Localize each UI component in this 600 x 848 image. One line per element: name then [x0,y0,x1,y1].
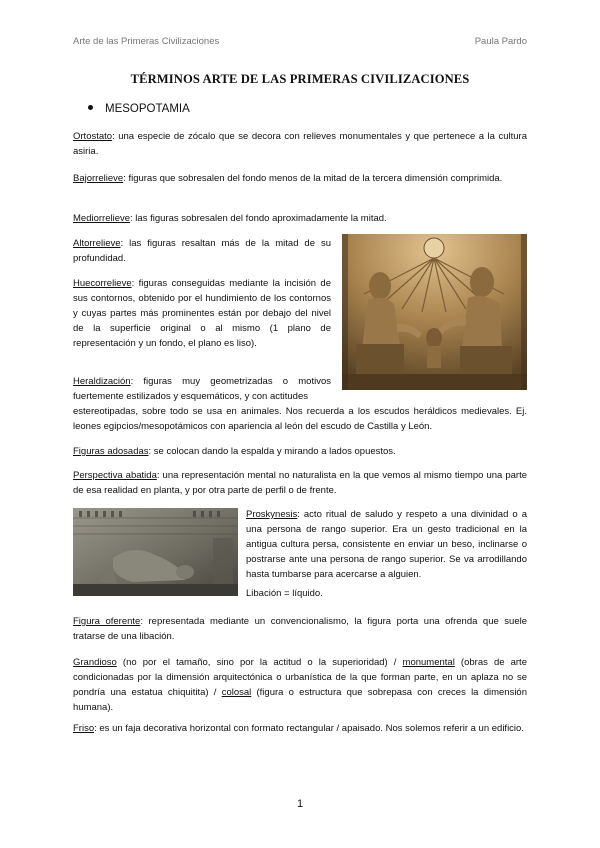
egyptian-relief-image [342,234,527,390]
term-proskynesis [246,507,527,582]
term-label: Perspectiva abatida [73,470,157,481]
term-label: Altorrelieve [73,238,121,249]
libacion-note: Libación = líquido. [246,588,323,599]
page-number: 1 [296,798,304,810]
term-heraldizacion-cont: estereotipadas, sobre todo se usa en animales. Nos recuerda a los escudos heráldicos medievales. Ej. leones egipcios/mesopotámicos con apariencia al león del escudo de Castilla y León. [73,406,527,432]
term-label: monumental [402,657,455,668]
term-mediorrelieve [73,211,527,226]
term-text: (figura o estructura que sobrepasa con creces la dimensión humana). [73,687,527,713]
term-bajorrelieve [73,171,527,186]
term-label: Grandioso [73,657,117,668]
proskynesis-relief-image [73,508,238,596]
term-friso [73,721,527,736]
term-label: Proskynesis [246,509,298,520]
term-heraldizacion [73,374,331,404]
term-altorrelieve [73,236,331,266]
term-definition: : figuras que sobresalen del fondo menos de la mitad de la tercera dimensión comprimida. [123,173,503,184]
term-figuras-adosadas [73,444,527,459]
term-label: Ortostato [73,131,113,142]
term-definition: : las figuras sobresalen del fondo aproximadamente la mitad. [130,213,387,224]
term-label: Figura oferente [73,616,141,627]
term-definition: : las figuras resaltan más de la mitad de su profundidad. [73,238,331,264]
term-definition: : figuras muy geometrizadas o motivos fuertemente estilizados y esquemáticos, y con actitudes [73,376,331,402]
term-label: Bajorrelieve [73,173,124,184]
term-label: Figuras adosadas [73,446,149,457]
term-text: (obras de arte condicionadas por la dimensión arquitectónica o urbanística de la que forman parte, en un aplaza no se pondría una estatua chiquitita) / [73,657,527,698]
term-label: Mediorrelieve [73,213,131,224]
term-label: Huecorrelieve [73,278,132,289]
term-definition: : representada mediante un convencionalismo, la figura porta una ofrenda que suele tratarse de una libación. [73,616,527,642]
term-definition: : acto ritual de saludo y respeto a una divinidad o a una persona de rango superior. Era un gesto tradicional en la antigua cultura persa, consistente en enviar un beso, inclinarse o postrarse ante una persona de rango superior. Se va arrodillando hasta tumbarse para acercarse a alguien. [246,509,527,580]
term-definition: : una especie de zócalo que se decora con relieves monumentales y que pertenece a la cultura asiria. [73,131,527,157]
term-definition: : es un faja decorativa horizontal con formato rectangular / apaisado. Nos solemos referir a un edificio. [94,723,524,734]
term-ortostato [73,129,527,159]
term-perspectiva-abatida [73,468,527,498]
term-text: (no por el tamaño, sino por la actitud o la superioridad) / [116,657,403,668]
term-label: Friso [73,723,95,734]
section-label: MESOPOTAMIA [105,103,190,115]
term-figura-oferente [73,614,527,644]
term-label: colosal [221,687,252,698]
term-label: Heraldización [73,376,131,387]
page-title: TÉRMINOS ARTE DE LAS PRIMERAS CIVILIZACIONES [130,72,470,86]
term-definition: : figuras conseguidas mediante la incisión de sus contornos, obtenido por el hundimiento de los contornos y cuyas partes más prominentes están por debajo del nivel de la superficie original o al mismo (1 plano de representación y un fondo, el plano es liso). [73,278,331,349]
term-definition: : se colocan dando la espalda y mirando a lados opuestos. [148,446,396,457]
term-grandioso [73,655,527,715]
term-huecorrelieve [73,276,331,351]
term-definition: : una representación mental no naturalista en la que vemos al mismo tiempo una parte de esa realidad en planta, y por otra parte de perfil o de frente. [73,470,527,496]
header-right: Paula Pardo [474,36,527,47]
header-left: Arte de las Primeras Civilizaciones [73,36,220,47]
bullet-icon [88,105,93,110]
section-heading [88,103,190,115]
